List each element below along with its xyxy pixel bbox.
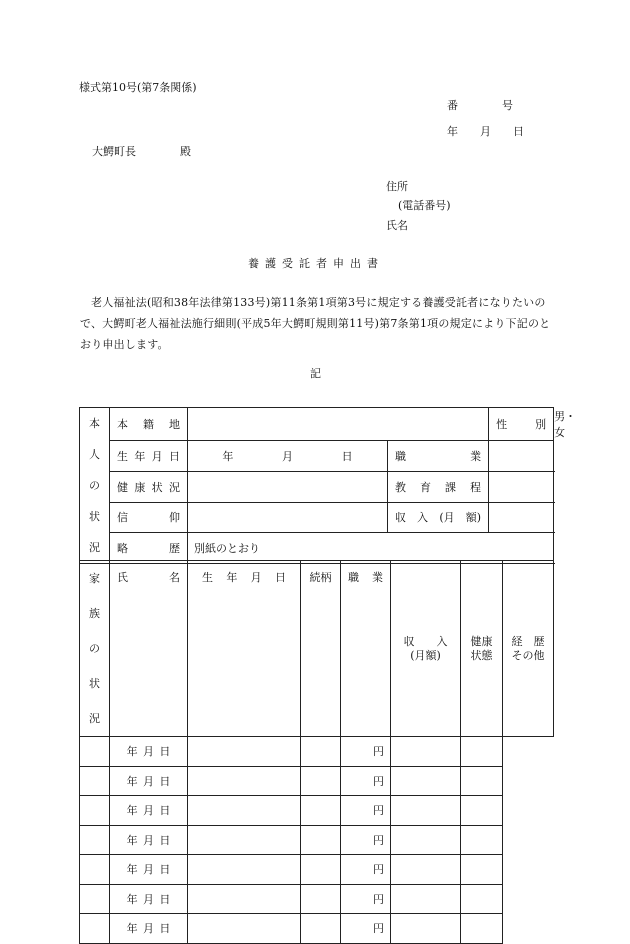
- family-job-cell[interactable]: [301, 884, 341, 914]
- family-health-cell[interactable]: [391, 796, 461, 826]
- family-health-cell[interactable]: [391, 737, 461, 767]
- history-label: 略 歴: [110, 533, 188, 564]
- family-income-cell[interactable]: 円: [341, 766, 391, 796]
- family-name-cell[interactable]: [80, 766, 110, 796]
- family-health-cell[interactable]: [391, 884, 461, 914]
- address-label: 住所: [386, 180, 408, 193]
- family-birth-cell[interactable]: 年 月 日: [110, 766, 188, 796]
- form-id: 様式第10号(第7条関係): [79, 81, 197, 94]
- family-relation-cell[interactable]: [188, 884, 301, 914]
- family-history-cell[interactable]: [461, 855, 503, 885]
- income-field[interactable]: [489, 502, 554, 533]
- family-income-cell[interactable]: 円: [341, 855, 391, 885]
- occupation-field[interactable]: [489, 441, 554, 472]
- table-row: [80, 855, 554, 885]
- number-label: 番 号: [447, 99, 513, 112]
- education-field[interactable]: [489, 471, 554, 502]
- family-income-header: 収 入 (月額): [391, 561, 461, 737]
- family-birth-cell[interactable]: 年 月 日: [110, 914, 188, 944]
- family-relation-cell[interactable]: [188, 737, 301, 767]
- family-name-cell[interactable]: [80, 914, 110, 944]
- family-birth-cell[interactable]: 年 月 日: [110, 884, 188, 914]
- table-row: [80, 884, 554, 914]
- family-history-cell[interactable]: [461, 825, 503, 855]
- family-relation-cell[interactable]: [188, 825, 301, 855]
- table-row: [80, 914, 554, 944]
- family-birth-cell[interactable]: 年 月 日: [110, 825, 188, 855]
- family-name-cell[interactable]: [80, 737, 110, 767]
- family-history-cell[interactable]: [461, 796, 503, 826]
- honseki-field[interactable]: [188, 408, 489, 441]
- family-income-cell[interactable]: 円: [341, 737, 391, 767]
- family-health-cell[interactable]: [391, 914, 461, 944]
- body-paragraph: 老人福祉法(昭和38年法律第133号)第11条第1項第3号に規定する養護受託者になりたいので、大鰐町老人福祉法施行細則(平成5年大鰐町規則第11号)第7条第1項の規定により下記のとおり申出します。: [80, 296, 551, 351]
- self-status-table: 本 人 の 状 況 本 籍 地 性 別 男・女 生 年 月 日 年 月 日 職 業 健 康 状 況 教 育 課 程 信 仰 収 入 (月 額) 略 歴 別紙のとおり: [79, 407, 554, 564]
- document-title: 養護受託者申出書: [248, 257, 384, 270]
- family-name-header: 氏 名: [110, 561, 188, 737]
- family-birth-header: 生 年 月 日: [188, 561, 301, 737]
- family-income-cell[interactable]: 円: [341, 825, 391, 855]
- family-relation-cell[interactable]: [188, 796, 301, 826]
- name-label: 氏名: [386, 219, 408, 232]
- family-relation-cell[interactable]: [188, 855, 301, 885]
- family-history-header: 経 歴 その他: [503, 561, 554, 737]
- family-job-header: 職 業: [341, 561, 391, 737]
- family-job-cell[interactable]: [301, 737, 341, 767]
- family-history-cell[interactable]: [461, 737, 503, 767]
- family-birth-cell[interactable]: 年 月 日: [110, 737, 188, 767]
- religion-field[interactable]: [188, 502, 388, 533]
- date-label: 年 月 日: [447, 125, 524, 138]
- family-birth-cell[interactable]: 年 月 日: [110, 796, 188, 826]
- family-history-cell[interactable]: [461, 884, 503, 914]
- table-row: [80, 737, 554, 767]
- family-history-cell[interactable]: [461, 914, 503, 944]
- history-field[interactable]: 別紙のとおり: [188, 533, 554, 564]
- phone-label: (電話番号): [398, 199, 451, 212]
- gender-label: 性 別: [489, 408, 554, 441]
- family-job-cell[interactable]: [301, 914, 341, 944]
- family-health-cell[interactable]: [391, 855, 461, 885]
- self-side-label: 本 人 の 状 況: [80, 408, 110, 564]
- family-relation-cell[interactable]: [188, 766, 301, 796]
- family-name-cell[interactable]: [80, 884, 110, 914]
- health-field[interactable]: [188, 471, 388, 502]
- family-name-cell[interactable]: [80, 796, 110, 826]
- addressee: 大鰐町長 殿: [92, 145, 191, 158]
- honseki-label: 本 籍 地: [110, 408, 188, 441]
- family-side-label: 家 族 の 状 況: [80, 561, 110, 737]
- family-status-table: [79, 560, 554, 944]
- family-income-cell[interactable]: 円: [341, 914, 391, 944]
- table-row: [80, 766, 554, 796]
- family-birth-cell[interactable]: 年 月 日: [110, 855, 188, 885]
- family-job-cell[interactable]: [301, 766, 341, 796]
- family-relation-cell[interactable]: [188, 914, 301, 944]
- family-job-cell[interactable]: [301, 855, 341, 885]
- religion-label: 信 仰: [110, 502, 188, 533]
- family-income-cell[interactable]: 円: [341, 796, 391, 826]
- health-label: 健 康 状 況: [110, 471, 188, 502]
- family-job-cell[interactable]: [301, 825, 341, 855]
- education-label: 教 育 課 程: [388, 471, 489, 502]
- table-row: [80, 825, 554, 855]
- birthdate-label: 生 年 月 日: [110, 441, 188, 472]
- family-health-cell[interactable]: [391, 825, 461, 855]
- birthdate-field[interactable]: 年 月 日: [188, 441, 388, 472]
- family-history-cell[interactable]: [461, 766, 503, 796]
- family-relation-header: 続柄: [301, 561, 341, 737]
- table-row: [80, 796, 554, 826]
- family-job-cell[interactable]: [301, 796, 341, 826]
- family-name-cell[interactable]: [80, 855, 110, 885]
- family-health-header: 健康 状態: [461, 561, 503, 737]
- income-label: 収 入 (月 額): [388, 502, 489, 533]
- family-name-cell[interactable]: [80, 825, 110, 855]
- occupation-label: 職 業: [388, 441, 489, 472]
- family-health-cell[interactable]: [391, 766, 461, 796]
- family-income-cell[interactable]: 円: [341, 884, 391, 914]
- ki-label: 記: [310, 367, 321, 380]
